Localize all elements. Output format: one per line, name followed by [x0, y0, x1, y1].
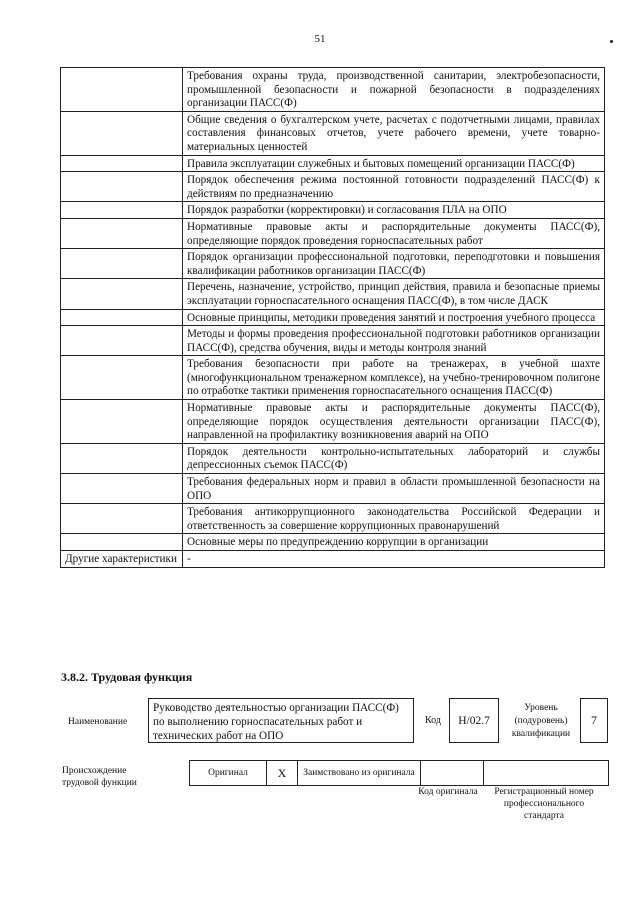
- code-original-cell: [421, 761, 484, 786]
- row-label-cell: [61, 443, 183, 473]
- row-label-cell: [61, 474, 183, 504]
- row-text-cell: Требования федеральных норм и правил в области промышленной безопасности на ОПО: [183, 474, 605, 504]
- row-label-cell: [61, 279, 183, 309]
- row-text-cell: -: [183, 551, 605, 568]
- row-text-cell: Основные меры по предупреждению коррупции в организации: [183, 534, 605, 551]
- row-text-cell: Порядок обеспечения режима постоянной готовности подразделений ПАСС(Ф) к действиям по предназначению: [183, 172, 605, 202]
- scan-dot: [610, 40, 613, 43]
- row-text-cell: Нормативные правовые акты и распорядительные документы ПАСС(Ф), определяющие порядок проведения горноспасательных работ: [183, 218, 605, 248]
- table-row: [61, 249, 605, 279]
- row-label-cell: [61, 218, 183, 248]
- row-text-cell: Методы и формы проведения профессиональной подготовки работников организации ПАСС(Ф), средства обучения, виды и методы контроля знаний: [183, 326, 605, 356]
- row-label-cell: [61, 111, 183, 155]
- table-row: [61, 279, 605, 309]
- name-label: Наименование: [68, 717, 128, 727]
- level-value-box: 7: [580, 698, 608, 743]
- row-text-cell: Основные принципы, методики проведения занятий и построения учебного процесса: [183, 309, 605, 326]
- original-cell: Оригинал: [190, 761, 267, 786]
- function-name-box: Руководство деятельностью организации ПАСС(Ф) по выполнению горноспасательных работ и технических работ на ОПО: [148, 698, 414, 743]
- row-label-cell: [61, 326, 183, 356]
- table-row: [61, 504, 605, 534]
- section-title: 3.8.2. Трудовая функция: [61, 670, 193, 684]
- row-label-cell: [61, 309, 183, 326]
- table-row: [61, 218, 605, 248]
- row-text-cell: Порядок организации профессиональной подготовки, переподготовки и повышения квалификации работников организации ПАСС(Ф): [183, 249, 605, 279]
- table-row: [61, 443, 605, 473]
- original-mark-cell: X: [267, 761, 298, 786]
- table-row: [61, 400, 605, 444]
- row-text-cell: Требования безопасности при работе на тренажерах, в учебной шахте (многофункциональном тренажерном комплексе), на учебно-тренировочном полигоне по отработке тактики применения горноспасательного оснащения ПАСС(Ф): [183, 356, 605, 400]
- row-text-cell: Требования антикоррупционного законодательства Российской Федерации и ответственность за совершение коррупционных правонарушений: [183, 504, 605, 534]
- origin-label: [62, 765, 157, 789]
- row-text-cell: Общие сведения о бухгалтерском учете, расчетах с подотчетными лицами, правилах составления финансовых отчетов, учете рабочего времени, учете товарно-материальных ценностей: [183, 111, 605, 155]
- row-label-cell: [61, 504, 183, 534]
- table-row: [61, 326, 605, 356]
- code-label: Код: [425, 715, 441, 726]
- row-text-cell: Порядок разработки (корректировки) и согласования ПЛА на ОПО: [183, 202, 605, 219]
- row-label-cell: [61, 400, 183, 444]
- row-label-cell: Другие характеристики: [61, 551, 183, 568]
- table-row: [61, 356, 605, 400]
- table-row: [61, 551, 605, 568]
- row-label-cell: [61, 172, 183, 202]
- row-label-cell: [61, 356, 183, 400]
- table-row: [61, 111, 605, 155]
- row-text-cell: Требования охраны труда, производственной санитарии, электробезопасности, промышленной безопасности и пожарной безопасности в подразделениях организации ПАСС(Ф): [183, 68, 605, 112]
- reg-number-label: Регистрационный номер профессионального стандарта: [494, 787, 594, 821]
- table-row: [61, 68, 605, 112]
- origin-table: [189, 760, 609, 786]
- table-row: [61, 534, 605, 551]
- borrowed-cell: Заимствовано из оригинала: [298, 761, 421, 786]
- table-row: [61, 202, 605, 219]
- level-label: Уровень (подуровень) квалификации: [511, 703, 571, 739]
- table-row: [61, 474, 605, 504]
- row-label-cell: [61, 202, 183, 219]
- code-value-box: H/02.7: [449, 698, 499, 743]
- row-label-cell: [61, 249, 183, 279]
- table-row: [61, 172, 605, 202]
- code-original-label: Код оригинала: [418, 787, 478, 797]
- row-text-cell: Перечень, назначение, устройство, принцип действия, правила и безопасные приемы эксплуатации горноспасательного оснащения ПАСС(Ф), в том числе ДАСК: [183, 279, 605, 309]
- competency-table: [60, 67, 605, 568]
- reg-number-cell: [484, 761, 609, 786]
- page-number: 51: [314, 33, 326, 45]
- row-label-cell: [61, 68, 183, 112]
- row-label-cell: [61, 155, 183, 172]
- row-label-cell: [61, 534, 183, 551]
- row-text-cell: Правила эксплуатации служебных и бытовых помещений организации ПАСС(Ф): [183, 155, 605, 172]
- table-row: [61, 155, 605, 172]
- row-text-cell: Порядок деятельности контрольно-испытательных лабораторий и службы депрессионных съемок ПАСС(Ф): [183, 443, 605, 473]
- row-text-cell: Нормативные правовые акты и распорядительные документы ПАСС(Ф), определяющие порядок осуществления деятельности организации ПАСС(Ф), направленной на профилактику возникновения аварий на ОПО: [183, 400, 605, 444]
- origin-label-text: Происхождение трудовой функции: [62, 766, 137, 788]
- table-row: [61, 309, 605, 326]
